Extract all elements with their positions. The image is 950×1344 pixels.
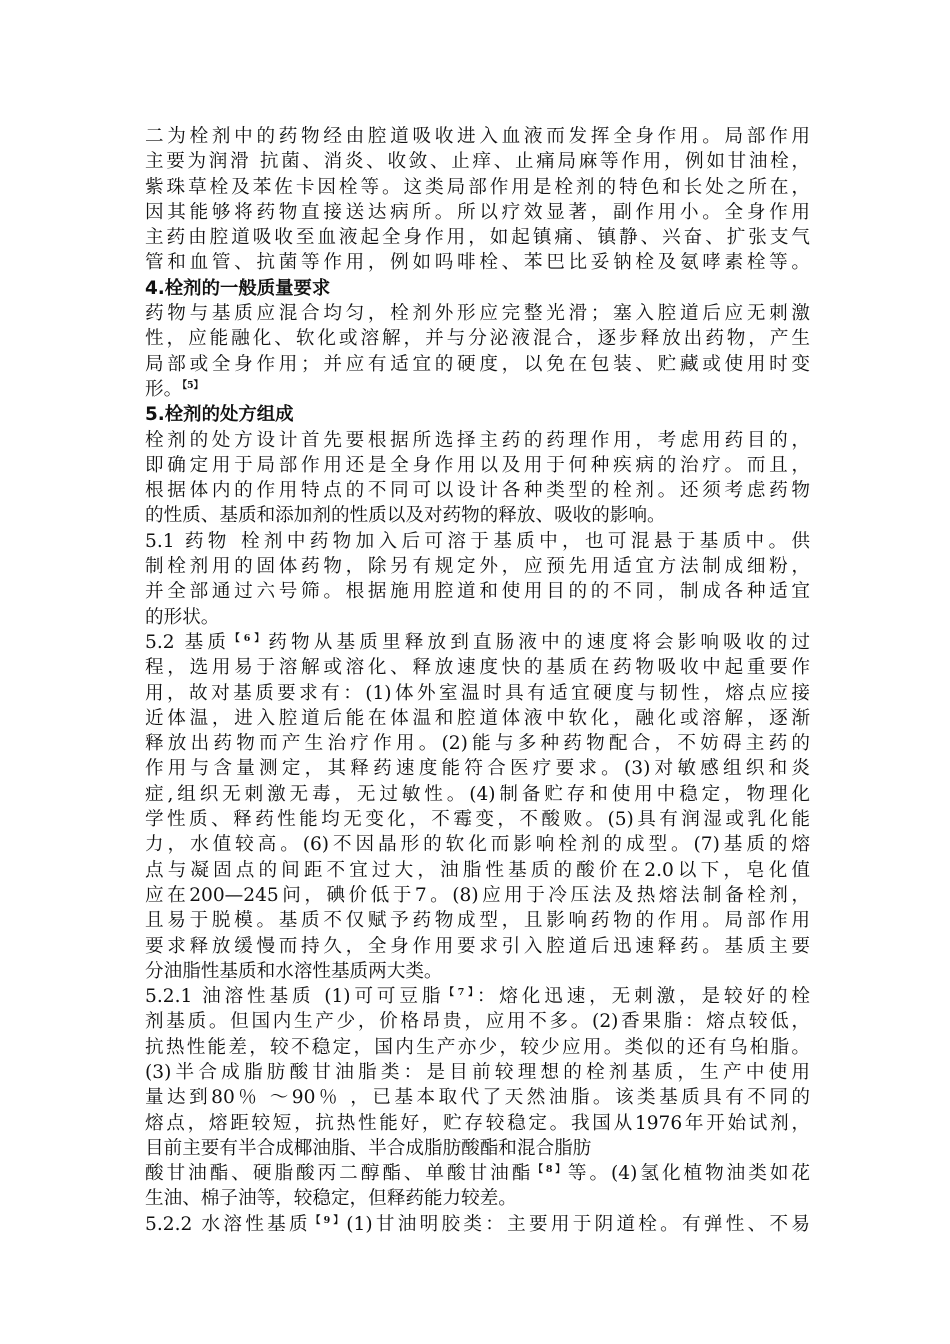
text-line xyxy=(145,554,810,579)
line-text: 要求释放缓慢而持久，全身作用要求引入腔道后迅速释药。基质主要 xyxy=(145,935,810,957)
text-line xyxy=(145,579,810,604)
text-line xyxy=(145,326,810,351)
line-text: 作用与含量测定，其释药速度能符合医疗要求。(3)对敏感组织和炎 xyxy=(145,758,810,780)
text-line xyxy=(145,1035,810,1060)
line-text-continued: 药物从基质里释放到直肠液中的速度将会影响吸收的过 xyxy=(268,631,810,653)
citation-ref: 【7】 xyxy=(444,987,477,999)
line-text: 学性质、释药性能均无变化，不霉变，不酸败。(5)具有润湿或乳化能 xyxy=(145,809,810,831)
text-line xyxy=(145,782,810,807)
text-line xyxy=(145,428,810,453)
citation-ref: 【6】 xyxy=(230,632,269,644)
text-line xyxy=(145,934,810,959)
text-line xyxy=(145,503,810,528)
line-text: 释放出药物而产生治疗作用。(2)能与多种药物配合，不妨碍主药的 xyxy=(145,733,810,755)
citation-ref: 【9】 xyxy=(310,1214,347,1226)
text-line xyxy=(145,1009,810,1034)
text-line xyxy=(145,908,810,933)
line-text: 症,组织无刺激无毒，无过敏性。(4)制备贮存和使用中稳定，物理化 xyxy=(145,783,810,805)
text-line xyxy=(145,377,810,402)
text-line xyxy=(145,681,810,706)
line-text: 管和血管、抗菌等作用，例如吗啡栓、苯巴比妥钠栓及氨哮素栓等。 xyxy=(145,252,810,274)
text-line xyxy=(145,301,810,326)
line-text: 二为栓剂中的药物经由腔道吸收进入血液而发挥全身作用。局部作用 xyxy=(145,126,810,147)
text-line xyxy=(145,655,810,680)
line-text: 酸甘油酯、硬脂酸丙二醇酯、单酸甘油酯 xyxy=(145,1163,534,1185)
line-text: 程，选用易于溶解或溶化、释放速度快的基质在药物吸收中起重要作 xyxy=(145,657,810,679)
line-text: 主药由腔道吸收至血液起全身作用，如起镇痛、镇静、兴奋、扩张支气 xyxy=(145,227,810,249)
text-line xyxy=(145,883,810,908)
citation-ref: 【5】 xyxy=(182,379,204,391)
text-line xyxy=(145,731,810,756)
text-line xyxy=(145,352,810,377)
text-line xyxy=(145,175,810,200)
section-heading xyxy=(145,402,810,427)
line-text: 近体温，进入腔道后能在体温和腔道体液中软化，融化或溶解，逐渐 xyxy=(145,707,810,729)
text-line xyxy=(145,858,810,883)
text-line xyxy=(145,706,810,731)
line-text: 主要为润滑 抗菌、消炎、收敛、止痒、止痛局麻等作用，例如甘油栓， xyxy=(145,151,810,173)
text-line xyxy=(145,984,810,1009)
text-line xyxy=(145,529,810,554)
text-line xyxy=(145,453,810,478)
text-line xyxy=(145,200,810,225)
text-line xyxy=(145,756,810,781)
line-text-continued: ：熔化迅速，无刺激，是较好的栓 xyxy=(476,986,810,1008)
text-line xyxy=(145,1060,810,1085)
document-page xyxy=(145,124,810,1237)
line-text: 5.栓剂的处方组成 xyxy=(145,404,294,426)
text-line xyxy=(145,807,810,832)
line-text: 应在200—245问，碘价低于7。(8)应用于冷压法及热熔法制备栓剂， xyxy=(145,884,810,906)
text-line xyxy=(145,1111,810,1136)
line-text: 抗热性能差，较不稳定，国内生产亦少，较少应用。类似的还有乌桕脂。 xyxy=(145,1036,810,1058)
text-line xyxy=(145,225,810,250)
text-line xyxy=(145,124,810,149)
line-text: 生油、棉子油等，较稳定，但释药能力较差。 xyxy=(145,1188,517,1210)
line-text: 根据体内的作用特点的不同可以设计各种类型的栓剂。还须考虑药物 xyxy=(145,480,810,502)
line-text: 制栓剂用的固体药物，除另有规定外，应预先用适宜方法制成细粉， xyxy=(145,556,810,578)
text-line xyxy=(145,1136,810,1161)
text-line xyxy=(145,1186,810,1211)
citation-ref: 【8】 xyxy=(533,1164,568,1176)
line-text: 因其能够将药物直接送达病所。所以疗效显著，副作用小。全身作用 xyxy=(145,201,810,223)
line-text: 的形状。 xyxy=(145,606,220,628)
text-line xyxy=(145,832,810,857)
line-text: 即确定用于局部作用还是全身作用以及用于何种疾病的治疗。而且， xyxy=(145,454,810,476)
text-line xyxy=(145,250,810,275)
line-text: 性，应能融化、软化或溶解，并与分泌液混合，逐步释放出药物，产生 xyxy=(145,328,810,350)
line-text: 并全部通过六号筛。根据施用腔道和使用目的的不同，制成各种适宜 xyxy=(145,581,810,603)
line-text: 5.2 基质 xyxy=(145,631,231,653)
line-text: 的性质、基质和添加剂的性质以及对药物的释放、吸收的影响。 xyxy=(145,505,666,527)
line-text: 点与凝固点的间距不宜过大，油脂性基质的酸价在2.0以下，皂化值 xyxy=(145,859,810,881)
line-text: 紫珠草栓及苯佐卡因栓等。这类局部作用是栓剂的特色和长处之所在， xyxy=(145,176,810,198)
line-text: 5.1 药物 栓剂中药物加入后可溶于基质中，也可混悬于基质中。供 xyxy=(145,530,810,552)
line-text: 目前主要有半合成椰油脂、半合成脂肪酸酯和混合脂肪 xyxy=(145,1137,592,1159)
text-line xyxy=(145,149,810,174)
section-heading xyxy=(145,276,810,301)
text-line xyxy=(145,959,810,984)
line-text: 药物与基质应混合均匀，栓剂外形应完整光滑；塞入腔道后应无刺激 xyxy=(145,303,810,325)
line-text: 分油脂性基质和水溶性基质两大类。 xyxy=(145,960,443,982)
line-text-continued: 等。(4)氢化植物油类如花 xyxy=(567,1163,810,1185)
line-text: 5.2.2 水溶性基质 xyxy=(145,1213,311,1235)
text-line xyxy=(145,630,810,655)
text-line xyxy=(145,1085,810,1110)
line-text-continued: (1)甘油明胶类：主要用于阴道栓。有弹性、不易 xyxy=(346,1213,810,1235)
line-text: 量达到80％ ～90％ ，已基本取代了天然油脂。该类基质具有不同的 xyxy=(145,1087,810,1109)
line-text: 熔点，熔距较短，抗热性能好，贮存较稳定。我国从1976年开始试剂， xyxy=(145,1112,810,1134)
line-text: 形。 xyxy=(145,378,183,400)
line-text: (3)半合成脂肪酸甘油脂类：是目前较理想的栓剂基质，生产中使用 xyxy=(145,1061,810,1083)
line-text: 剂基质。但国内生产少，价格昂贵，应用不多。(2)香果脂：熔点较低， xyxy=(145,1011,810,1033)
text-line xyxy=(145,478,810,503)
line-text: 力，水值较高。(6)不因晶形的软化而影响栓剂的成型。(7)基质的熔 xyxy=(145,834,810,856)
line-text: 局部或全身作用；并应有适宜的硬度，以免在包装、贮藏或使用时变 xyxy=(145,353,810,375)
text-line xyxy=(145,605,810,630)
line-text: 且易于脱模。基质不仅赋予药物成型，且影响药物的作用。局部作用 xyxy=(145,910,810,932)
line-text: 栓剂的处方设计首先要根据所选择主药的药理作用，考虑用药目的， xyxy=(145,429,810,451)
line-text: 用，故对基质要求有：(1)体外室温时具有适宜硬度与韧性，熔点应接 xyxy=(145,682,810,704)
text-line xyxy=(145,1212,810,1237)
line-text: 5.2.1 油溶性基质 (1)可可豆脂 xyxy=(145,986,445,1008)
text-line xyxy=(145,1161,810,1186)
line-text: 4.栓剂的一般质量要求 xyxy=(145,277,331,299)
